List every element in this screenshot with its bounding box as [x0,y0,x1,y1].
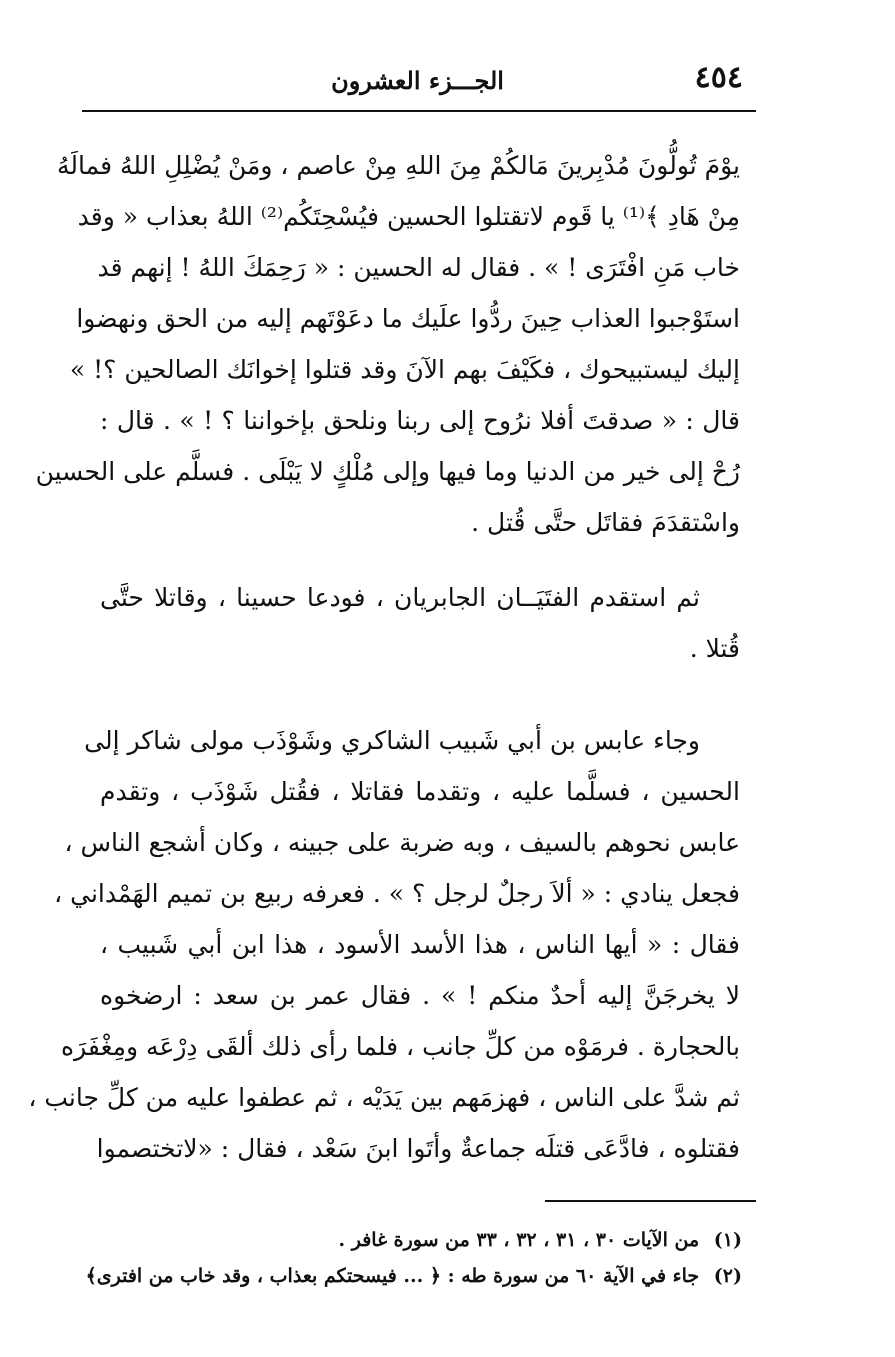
paragraph-1 [35,140,740,548]
footnote-text: من الآيات ٣٠ ، ٣١ ، ٣٢ ، ٣٣ من سورة غافر . [338,1229,700,1251]
text-line: فقتلوه ، فادَّعَى قتلَه جماعةٌ وأتَوا ابنَ سَعْد ، فقال : «لاتختصموا [96,1134,740,1163]
text-line: قال : « صدقتَ أفلا نرُوح إلى ربنا ونلحق بإخواننا ؟ ! » . قال : [100,406,740,435]
text-line: الحسين ، فسلَّما عليه ، وتقدما فقاتلا ، فقُتل شَوْذَب ، وتقدم [100,777,740,806]
footnote-2 [85,1258,742,1294]
page-number: ٤٥٤ [694,60,743,95]
page-header [80,58,755,108]
text-line: بالحجارة . فرمَوْه من كلِّ جانب ، فلما رأى ذلك ألقَى دِرْعَه ومِغْفَرَه [61,1032,740,1061]
text-line: خاب مَنِ افْتَرَى ! » . فقال له الحسين : « رَحِمَكَ اللهُ ! إنهم قد [97,253,740,282]
footnote-rule [545,1200,756,1202]
footnotes [85,1222,742,1294]
text-line: استَوْجبوا العذاب حِينَ ردُّوا علَيك ما دعَوْتَهم إليه من الحق ونهضوا [76,304,740,333]
text-line: واسْتقدَمَ فقاتَل حتَّى قُتل . [471,508,740,537]
footnote-1 [100,1222,742,1258]
text-line: فجعل ينادي : « ألاَ رجلٌ لرجل ؟ » . فعرفه ربيع بن تميم الهَمْداني ، [54,879,740,908]
running-title: الجـــزء العشرون [331,66,504,95]
paragraph-2 [100,572,740,674]
text-line: رُحْ إلى خير من الدنيا وما فيها وإلى مُلْكٍ لا يَبْلَى . فسلَّم على الحسين [35,457,740,486]
text-line: ثم شدَّ على الناس ، فهزمَهم بين يَدَيْه ، ثم عطفوا عليه من كلِّ جانب ، [28,1083,740,1112]
text-line: يوْمَ تُولُّونَ مُدْبِرينَ مَالكُمْ مِنَ اللهِ مِنْ عاصم ، ومَنْ يُضْلِلِ اللهُ فمالَهُ [57,151,740,180]
text-line: لا يخرجَنَّ إليه أحدٌ منكم ! » . فقال عمر بن سعد : ارضخوه [100,981,740,1010]
text-line: مِنْ هَادِ ﴾⁽¹⁾ يا قَوم لاتقتلوا الحسين فيُسْحِتَكُم⁽²⁾ اللهُ بعذاب « وقد [77,202,740,231]
text-line: وجاء عابس بن أبي شَبيب الشاكري وشَوْذَب مولى شاكر إلى [84,726,700,755]
paragraph-3 [28,715,740,1174]
header-rule [82,110,756,112]
text-line: فقال : « أيها الناس ، هذا الأسد الأسود ، هذا ابن أبي شَبيب ، [100,930,740,959]
text-line: إليك ليستبيحوك ، فكَيْفَ بهم الآنَ وقد قتلوا إخوانَك الصالحين ؟! » [69,355,740,384]
text-line: ثم استقدم الفتَيَــان الجابريان ، فودعا حسينا ، وقاتلا حتَّى [100,583,700,612]
text-line: قُتلا . [689,634,740,663]
footnote-number: (٢) [713,1265,742,1287]
text-line: عابس نحوهم بالسيف ، وبه ضربة على جبينه ، وكان أشجع الناس ، [64,828,740,857]
footnote-number: (١) [713,1229,742,1251]
footnote-text: جاء في الآية ٦٠ من سورة طه : ﴿ ... فيسحتكم بعذاب ، وقد خاب من افترى﴾ [85,1265,700,1287]
